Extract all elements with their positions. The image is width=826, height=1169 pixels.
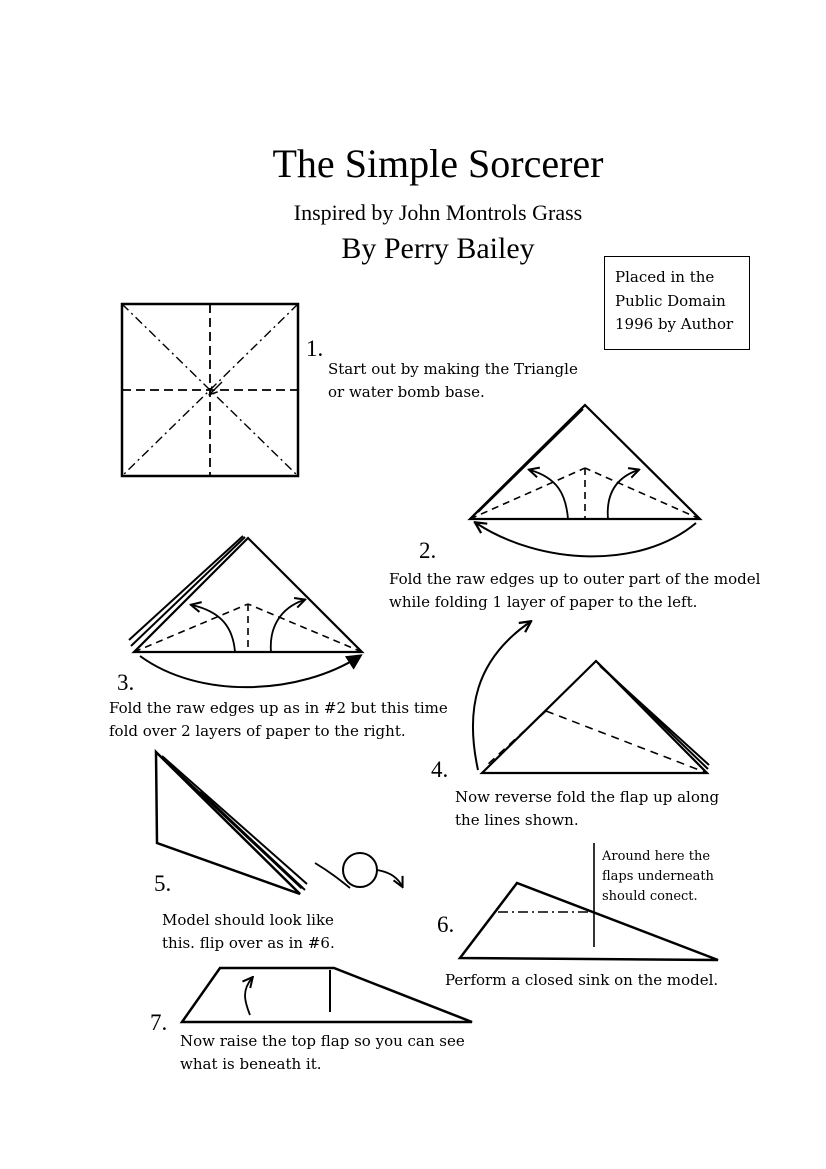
step2-diagram <box>470 405 700 556</box>
instruction-line: Start out by making the Triangle <box>328 360 578 378</box>
author-byline: By Perry Bailey <box>341 232 535 265</box>
step1-instructions <box>328 358 578 404</box>
instruction-line: Model should look like <box>162 911 334 929</box>
step3-instructions <box>109 697 448 743</box>
instruction-line: Now raise the top flap so you can see <box>180 1032 465 1050</box>
instruction-line: the lines shown. <box>455 811 579 829</box>
step6-instructions <box>445 969 718 992</box>
step5-instructions <box>162 909 335 955</box>
notice-line: Placed in the <box>615 268 715 286</box>
page-title: The Simple Sorcerer <box>272 141 604 186</box>
instruction-line: fold over 2 layers of paper to the right. <box>109 722 406 740</box>
instruction-line: this. flip over as in #6. <box>162 934 335 952</box>
step-number: 4. <box>431 757 449 782</box>
connection-note <box>602 847 714 907</box>
instruction-line: or water bomb base. <box>328 383 485 401</box>
step7-diagram <box>182 968 472 1022</box>
step1-diagram <box>122 304 298 476</box>
step4-instructions <box>455 786 719 832</box>
step-number: 1. <box>306 336 324 361</box>
instruction-line: what is beneath it. <box>180 1055 322 1073</box>
notice-line: Public Domain <box>615 291 726 310</box>
step-number: 6. <box>437 912 455 937</box>
step-number: 5. <box>154 871 172 896</box>
instruction-line: while folding 1 layer of paper to the left. <box>389 593 698 611</box>
step4-diagram <box>473 622 709 773</box>
step-number: 2. <box>419 538 437 563</box>
instruction-line: Fold the raw edges up as in #2 but this time <box>109 699 448 717</box>
note-line: should conect. <box>602 889 698 904</box>
step2-instructions <box>389 568 760 614</box>
page-subtitle: Inspired by John Montrols Grass <box>293 200 583 225</box>
step-number: 3. <box>117 670 135 695</box>
step7-instructions <box>180 1030 465 1076</box>
note-line: flaps underneath <box>602 869 714 884</box>
instruction-line: Now reverse fold the flap up along <box>455 788 720 806</box>
step3-diagram <box>129 536 362 687</box>
notice-line: 1996 by Author <box>615 315 734 333</box>
step-number: 7. <box>150 1010 168 1035</box>
instruction-line: Fold the raw edges up to outer part of the model <box>389 570 761 588</box>
note-line: Around here the <box>602 849 711 864</box>
instruction-line: Perform a closed sink on the model. <box>445 971 719 989</box>
step5-diagram <box>156 752 402 894</box>
